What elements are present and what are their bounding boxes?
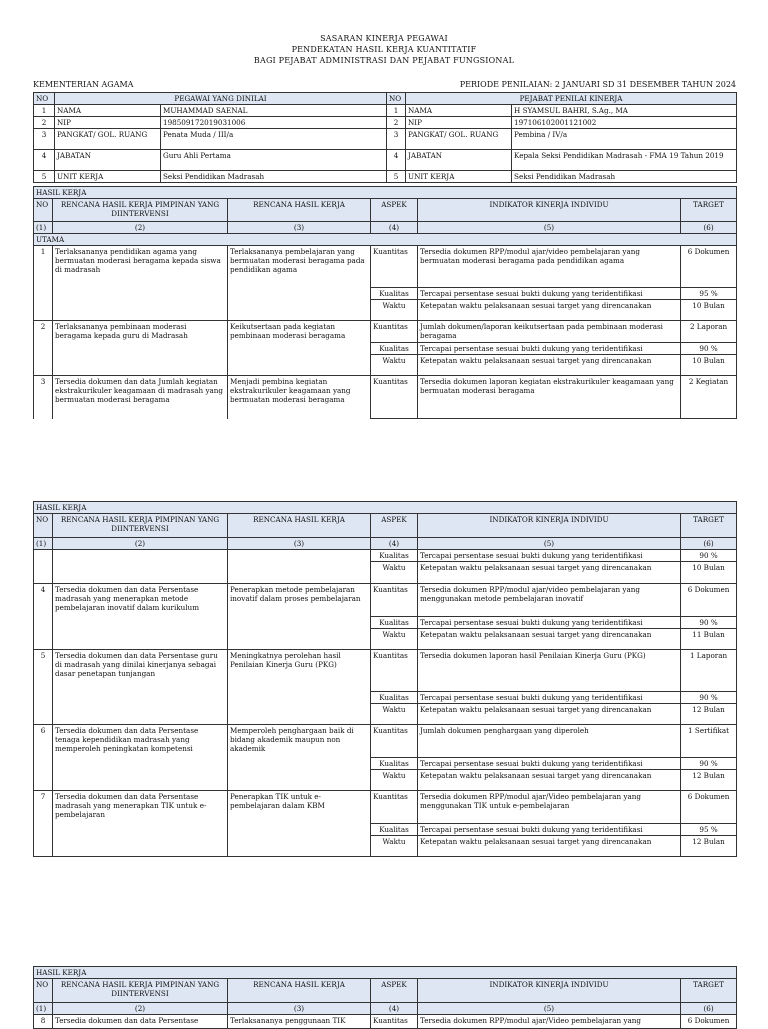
utama-label: UTAMA [34,234,737,246]
id-no-header: NO [34,93,55,105]
col-num-3: (3) [228,538,371,550]
col-num-1: (1) [34,538,53,550]
identity-row: 3 PANGKAT/ GOL. RUANG Penata Muda / III/a 3 PANGKAT/ GOL. RUANG Pembina / IV/a [34,129,737,150]
table-row: 1 Terlaksananya pendidikan agama yang bermuatan moderasi beragama kepada siswa di madrasah Terlaksananya pembelajaran yang bermuatan moderasi beragama pada pendidikan agama Kuantitas Tersedia dokumen RPP/modul ajar/video pembelajaran yang bermuatan moderasi beragama pada pendidikan agama 6 Dokumen [34,246,737,288]
table-row: Waktu Ketepatan waktu pelaksanaan sesuai target yang direncanakan 12 Bulan [34,704,737,725]
col-rhk: RENCANA HASIL KERJA [228,979,371,1003]
table-row: Waktu Ketepatan waktu pelaksanaan sesuai target yang direncanakan 11 Bulan [34,629,737,650]
col-rhk-pimpinan: RENCANA HASIL KERJA PIMPINAN YANG DIINTERVENSI [53,514,228,538]
table-row: 4 Tersedia dokumen dan data Persentase madrasah yang menerapkan metode pembelajaran inovatif dalam kurikulum Penerapkan metode pembelajaran inovatif dalam proses pembelajaran Kuantitas Tersedia dokumen RPP/modul ajar/video pembelajaran yang menggunakan metode pembelajaran inovatif 6 Dokumen [34,584,737,617]
col-num-1: (1) [34,1003,53,1015]
identity-row: 4 JABATAN Guru Ahli Pertama 4 JABATAN Kepala Seksi Pendidikan Madrasah - FMA 19 Tahun 2019 [34,150,737,171]
table-row: 6 Tersedia dokumen dan data Persentase tenaga kependidikan madrasah yang memperoleh peningkatan kompetensi Memperoleh penghargaan baik di bidang akademik maupun non akademik Kuantitas Jumlah dokumen penghargaan yang diperoleh 1 Sertifikat [34,725,737,758]
table-row: Waktu Ketepatan waktu pelaksanaan sesuai target yang direncanakan 10 Bulan [34,562,737,584]
col-target: TARGET [681,199,737,222]
table-row: Kualitas Tercapai persentase sesuai bukti dukung yang teridentifikasi 95 % [34,288,737,300]
col-no: NO [34,979,53,1003]
col-num-6: (6) [681,222,737,234]
table-row: Waktu Ketepatan waktu pelaksanaan sesuai target yang direncanakan 12 Bulan [34,836,737,857]
col-aspek: ASPEK [371,979,418,1003]
col-no: NO [34,514,53,538]
hasil-kerja-label: HASIL KERJA [34,967,737,979]
table-row: Kualitas Tercapai persentase sesuai bukti dukung yang teridentifikasi 95 % [34,824,737,836]
col-num-2: (2) [53,222,228,234]
doc-title: SASARAN KINERJA PEGAWAI [320,34,448,43]
table-row: Kualitas Tercapai persentase sesuai bukti dukung yang teridentifikasi 90 % [34,758,737,770]
table-row: 8 Tersedia dokumen dan data Persentase Terlaksananya penggunaan TIK Kuantitas Tersedia dokumen RPP/modul ajar/Video pembelajaran yang 6 Dokumen [34,1015,737,1029]
col-rhk: RENCANA HASIL KERJA [228,514,371,538]
col-aspek: ASPEK [371,514,418,538]
doc-subtitle: PENDEKATAN HASIL KERJA KUANTITATIF [291,45,477,54]
col-num-4: (4) [371,222,418,234]
col-aspek: ASPEK [371,199,418,222]
doc-subtitle-2: BAGI PEJABAT ADMINISTRASI DAN PEJABAT FUNGSIONAL [253,56,515,65]
table-row: Waktu Ketepatan waktu pelaksanaan sesuai target yang direncanakan 10 Bulan [34,300,737,321]
col-no: NO [34,199,53,222]
table-row: 3 Tersedia dokumen dan data Jumlah kegiatan ekstrakurikuler keagamaan di madrasah yang bermuatan moderasi beragama Menjadi pembina kegiatan ekstrakurikuler keagamaan yang bermuatan moderasi beragama Kuantitas Tersedia dokumen laporan kegiatan ekstrakurikuler keagamaan yang bermuatan moderasi beragama 2 Kegiatan [34,376,737,419]
identity-table [33,92,737,183]
col-indikator: INDIKATOR KINERJA INDIVIDU [418,514,681,538]
ministry-label: KEMENTERIAN AGAMA [33,80,134,89]
col-rhk-pimpinan: RENCANA HASIL KERJA PIMPINAN YANG DIINTERVENSI [53,199,228,222]
hasil-kerja-table-1 [33,186,737,419]
col-num-3: (3) [228,1003,371,1015]
table-row: 5 Tersedia dokumen dan data Persentase guru di madrasah yang dinilai kinerjanya sebagai dasar penetapan tunjangan Meningkatnya perolehan hasil Penilaian Kinerja Guru (PKG) Kuantitas Tersedia dokumen laporan hasil Penilaian Kinerja Guru (PKG) 1 Laporan [34,650,737,692]
table-row: Kualitas Tercapai persentase sesuai bukti dukung yang teridentifikasi 90 % [34,692,737,704]
table-row: 2 Terlaksananya pembinaan moderasi beragama kepada guru di Madrasah Keikutsertaan pada kegiatan pembinaan moderasi beragama Kuantitas Jumlah dokumen/laporan keikutsertaan pada pembinaan moderasi beragama 2 Laporan [34,321,737,343]
table-row: Kualitas Tercapai persentase sesuai bukti dukung yang teridentifikasi 90 % [34,617,737,629]
hasil-kerja-label: HASIL KERJA [34,502,737,514]
identity-row: 1 NAMA MUHAMMAD SAENAL 1 NAMA H SYAMSUL BAHRI, S.Ag., MA [34,105,737,117]
hasil-kerja-label: HASIL KERJA [34,187,737,199]
col-num-2: (2) [53,538,228,550]
col-indikator: INDIKATOR KINERJA INDIVIDU [418,199,681,222]
col-num-5: (5) [418,1003,681,1015]
col-num-5: (5) [418,222,681,234]
col-rhk: RENCANA HASIL KERJA [228,199,371,222]
col-num-4: (4) [371,1003,418,1015]
dinilai-header: PEGAWAI YANG DINILAI [55,93,387,105]
table-row: Kualitas Tercapai persentase sesuai bukti dukung yang teridentifikasi 90 % [34,343,737,355]
table-row: Kualitas Tercapai persentase sesuai bukti dukung yang teridentifikasi 90 % [34,550,737,562]
col-num-4: (4) [371,538,418,550]
col-rhk-pimpinan: RENCANA HASIL KERJA PIMPINAN YANG DIINTERVENSI [53,979,228,1003]
col-num-3: (3) [228,222,371,234]
col-num-5: (5) [418,538,681,550]
table-row: Waktu Ketepatan waktu pelaksanaan sesuai target yang direncanakan 10 Bulan [34,355,737,376]
col-indikator: INDIKATOR KINERJA INDIVIDU [418,979,681,1003]
hasil-kerja-table-3 [33,966,737,1029]
col-num-2: (2) [53,1003,228,1015]
identity-row: 5 UNIT KERJA Seksi Pendidikan Madrasah 5 UNIT KERJA Seksi Pendidikan Madrasah [34,171,737,183]
col-num-1: (1) [34,222,53,234]
hasil-kerja-table-2 [33,501,737,857]
id-no-header-2: NO [387,93,406,105]
col-num-6: (6) [681,538,737,550]
col-num-6: (6) [681,1003,737,1015]
col-target: TARGET [681,514,737,538]
col-target: TARGET [681,979,737,1003]
table-row: Waktu Ketepatan waktu pelaksanaan sesuai target yang direncanakan 12 Bulan [34,770,737,791]
table-row: 7 Tersedia dokumen dan data Persentase madrasah yang menerapkan TIK untuk e-pembelajaran Penerapkan TIK untuk e-pembelajaran dalam KBM Kuantitas Tersedia dokumen RPP/modul ajar/Video pembelajaran yang menggunakan TIK untuk e-pembelajaran 6 Dokumen [34,791,737,824]
identity-row: 2 NIP 198509172019031006 2 NIP 197106102001121002 [34,117,737,129]
period-label: PERIODE PENILAIAN: 2 JANUARI SD 31 DESEMBER TAHUN 2024 [459,80,736,89]
penilai-header: PEJABAT PENILAI KINERJA [406,93,737,105]
